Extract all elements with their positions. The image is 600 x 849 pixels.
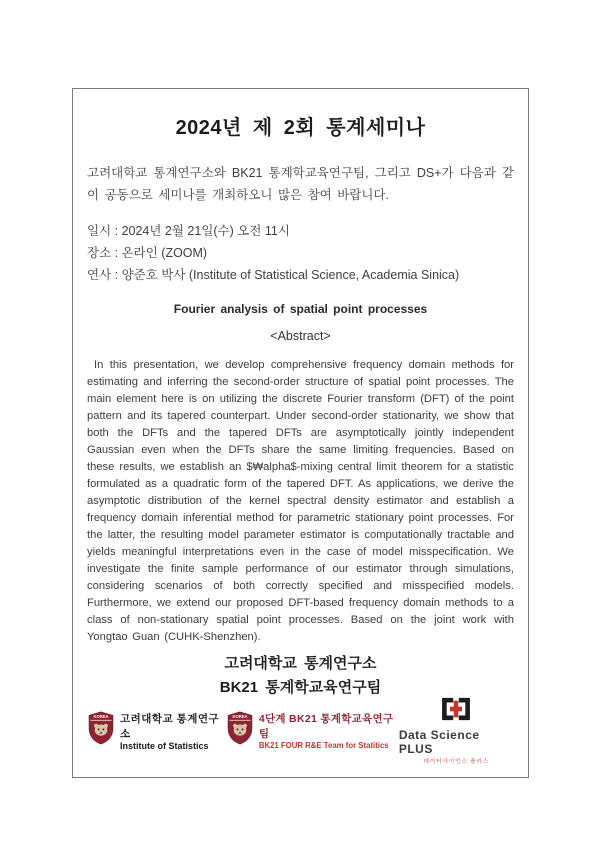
separator: : <box>111 246 122 260</box>
ku-logo-english-label: Institute of Statistics <box>120 740 209 751</box>
host-organizations <box>87 652 514 700</box>
dsp-mark-icon <box>439 696 473 727</box>
bk21-logo <box>226 711 399 750</box>
separator: : <box>111 224 122 238</box>
abstract-heading: <Abstract> <box>270 329 331 343</box>
detail-date <box>87 220 514 242</box>
bk21-logo-english-label: BK21 FOUR R&E Team for Statitics <box>258 741 389 750</box>
abstract-body: In this presentation, we develop comprehensive frequency domain methods for estimating and inferring the second-order structure of spatial point processes. The main element here is on utilizing the discrete Fourier transform (DFT) of the point pattern and its tapered counterpart. Under second-order stationarity, we show that both the DFTs and the tapered DFTs are asymptotically jointly independent Gaussian even when the DFTs share the same limiting frequencies. Based on these results, we establish an $₩alpha$-mixing central limit theorem for a statistic formulated as a quadratic form of the tapered DFT. As applications, we derive the asymptotic distribution of the kernel spectral density estimator and establish a frequency domain inferential method for parametric stationary point processes. For the latter, the resulting model parameter estimator is computationally tractable and yields meaningful interpretations even in the case of model misspecification. We investigate the finite sample performance of our estimator through simulations, considering scenarios of both correctly specified and misspecified models. Furthermore, we extend our proposed DFT-based frequency domain methods to a class of non-stationary spatial point processes. Based on the joint work with Yongtao Guan (CUHK-Shenzhen). <box>87 359 514 643</box>
talk-title: Fourier analysis of spatial point processes <box>173 302 428 316</box>
data-science-plus-logo <box>399 696 514 765</box>
bk21-logo-korean-label: 4단계 BK21 통계학교육연구팀 <box>258 713 394 740</box>
detail-place <box>87 242 514 264</box>
svg-text:KOREA: KOREA <box>93 714 109 720</box>
intro-paragraph: 고려대학교 통계연구소와 BK21 통계학교육연구팀, 그리고 DS+가 다음과 같이 공동으로 세미나를 개최하오니 많은 참여 바랍니다. <box>87 166 514 202</box>
detail-speaker-label: 연사 <box>87 268 112 282</box>
ku-logo-korean-label: 고려대학교 통계연구소 <box>120 712 220 740</box>
dsp-logo-korean-label: 데이터사이언스 플러스 <box>423 759 490 765</box>
svg-text:KOREA: KOREA <box>232 714 248 720</box>
detail-speaker-value: 양준호 박사 (Institute of Statistical Science, Academia Sinica) <box>121 268 460 282</box>
detail-date-label: 일시 <box>87 224 112 238</box>
ku-crest-icon <box>87 711 115 750</box>
detail-place-label: 장소 <box>87 246 112 260</box>
detail-place-value: 온라인 (ZOOM) <box>121 246 208 260</box>
detail-speaker <box>87 264 514 286</box>
bk21-crest-icon <box>226 711 254 750</box>
seminar-details <box>87 220 514 286</box>
dsp-logo-english-label: Data Science PLUS <box>398 728 480 756</box>
seminar-announcement-page <box>72 88 529 778</box>
host-org-2: BK21 통계학교육연구팀 <box>219 679 382 696</box>
ku-statistics-logo <box>87 711 226 751</box>
host-org-1: 고려대학교 통계연구소 <box>224 655 377 672</box>
logo-row <box>87 696 514 765</box>
detail-date-value: 2024년 2월 21일(수) 오전 11시 <box>121 224 290 238</box>
separator: : <box>111 268 122 282</box>
page-title: 2024년 제 2회 통계세미나 <box>175 117 426 139</box>
